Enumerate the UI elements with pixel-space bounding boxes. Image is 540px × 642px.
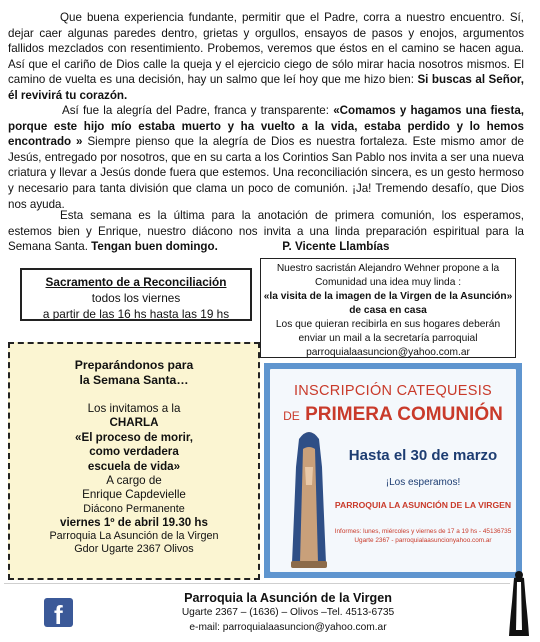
talk-place-2: Gdor Ugarte 2367 Olivos — [74, 543, 194, 556]
talk-place-1: Parroquia La Asunción de la Virgen — [49, 530, 219, 543]
talk-date: viernes 1º de abril 19.30 hs — [60, 515, 208, 529]
facebook-glyph: f — [54, 600, 63, 630]
footer-divider — [4, 583, 510, 584]
holy-week-talk-box — [8, 342, 260, 580]
letter-paragraph-2 — [8, 103, 524, 212]
footer-address: Ugarte 2367 – (1636) – Olivos –Tel. 4513-6735 — [181, 607, 395, 618]
letter-p1-bold: Si buscas al Señor, él revivirá tu corazón. — [8, 73, 524, 102]
virgin-visit-line-1: Nuestro sacristán Alejandro Wehner propone a la — [276, 263, 500, 274]
reconciliation-hours: a partir de las 16 hs hasta las 19 hs — [42, 307, 230, 321]
holy-week-heading-1: Preparándonos para — [74, 358, 194, 372]
virgin-silhouette-icon — [508, 568, 530, 638]
poster-info — [330, 527, 516, 545]
poster-info-2: Ugarte 2367 - parroquialaasuncionyahoo.com.ar — [354, 537, 492, 544]
first-communion-poster — [264, 363, 522, 578]
signature: P. Vicente Llambías — [282, 240, 390, 254]
virgin-visit-email: parroquialaasuncion@yahoo.com.ar — [306, 347, 470, 358]
virgin-visit-line-2: Comunidad una idea muy linda : — [314, 277, 462, 288]
talk-speaker: Enrique Capdevielle — [82, 488, 186, 502]
talk-title-1: «El proceso de morir, — [75, 430, 193, 444]
footer-email: e-mail: parroquialaasuncion@yahoo.com.ar — [189, 621, 387, 633]
virgin-visit-line-3: Los que quieran recibirla en sus hogares deberán — [275, 319, 501, 330]
letter-paragraph-1 — [8, 10, 524, 104]
letter-p2-bold: «Comamos y hagamos una fiesta, porque este hijo mío estaba muerto y ha vuelto a la vida, estaba perdido y lo hemos encontrado » — [8, 104, 524, 149]
facebook-icon[interactable] — [44, 598, 73, 630]
virgin-visit-line-4: enviar un mail a la secretaría parroquial — [298, 333, 478, 344]
greeting: Tengan buen domingo. — [91, 240, 218, 254]
poster-de: DE — [283, 409, 300, 423]
letter-paragraph-3 — [8, 208, 524, 255]
poster-info-1: Informes: lunes, miércoles y viernes de 17 a 19 hs - 45136735 — [334, 528, 512, 535]
poster-line-2 — [270, 404, 516, 426]
talk-title-3: escuela de vida» — [87, 459, 181, 473]
holy-week-heading-2: la Semana Santa… — [79, 373, 189, 387]
virgin-visit-bold-2: de casa en casa — [349, 305, 427, 316]
talk-speaker-role: Diácono Permanente — [83, 502, 185, 515]
letter-p2-lead: Así fue la alegría del Padre, franca y transparente: — [62, 104, 334, 117]
poster-invite: ¡Los esperamos! — [385, 477, 461, 488]
poster-line-2-text: PRIMERA COMUNIÓN — [305, 404, 503, 425]
reconciliation-title: Sacramento de a Reconciliación — [45, 275, 227, 289]
letter-p3-text: Esta semana es la última para la anotación de primera comunión, los esperamos, estemos bien y Enrique, nuestro diácono nos invita a una linda preparación espiritual para la Semana Santa. — [8, 209, 524, 254]
talk-invite: Los invitamos a la — [87, 402, 181, 415]
poster-line-1: INSCRIPCIÓN CATEQUESIS — [293, 383, 493, 399]
reconciliation-box — [20, 268, 252, 321]
virgin-visit-box — [260, 258, 516, 358]
talk-cargo: A cargo de — [106, 474, 162, 488]
talk-title-2: como verdadera — [89, 445, 179, 459]
reconciliation-days: todos los viernes — [91, 291, 181, 305]
poster-deadline: Hasta el 30 de marzo — [348, 447, 498, 464]
letter-p2-rest: Siempre pienso que la alegría de Dios es nuestra fortaleza. Este mismo amor de Jesús, entregado por nosotros, que en su carta a los Corintios San Pablo nos invita a ser una nueva criatura y llevar a Jesús donde fuera que estemos. Una reconciliación sincera, es un gesto hermoso y necesario para tanta división que clama un poco de comunión. ¡Ja! Tremendo desafío, que Dios nos ayuda. — [8, 135, 525, 211]
poster-parish: PARROQUIA LA ASUNCIÓN DE LA VIRGEN — [334, 500, 512, 510]
virgin-statue-icon — [288, 427, 330, 569]
talk-label: CHARLA — [109, 416, 159, 430]
parish-footer — [148, 590, 428, 635]
virgin-visit-bold-1: «la visita de la imagen de la Virgen de la Asunción» — [263, 291, 513, 302]
letter-p1-text: Que buena experiencia fundante, permitir que el Padre, corra a nuestro encuentro. Sí, dejar caer algunas paredes dentro, grietas y orgullos, ensayos de pasos y enojos, argumentos fallidos mezclados con resentimiento. Probemos, veremos que éstos en el camino se hacen agua. Así que el cariño de Dios calle la queja y el ejercicio ciego de sólo mirar hacia nosotros mismos. El camino de vuelta es una decisión, hay un salmo que leí hoy que me hizo bien: — [8, 11, 524, 87]
footer-parish-name: Parroquia la Asunción de la Virgen — [184, 591, 392, 605]
